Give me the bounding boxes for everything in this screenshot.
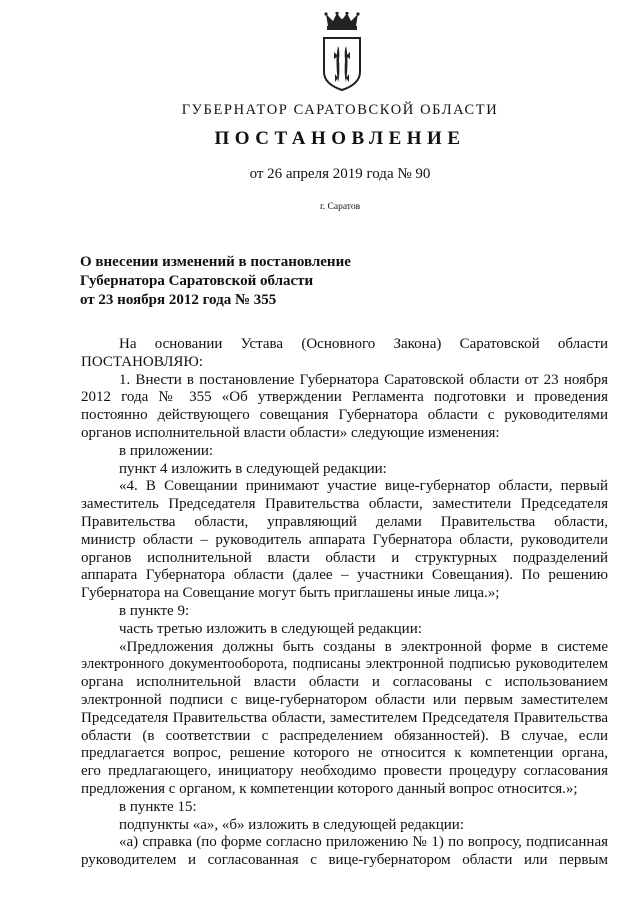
subject-line: от 23 ноября 2012 года № 355 — [80, 292, 277, 308]
subject-line: О внесении изменений в постановление — [80, 254, 351, 270]
body-line: аппарата Губернатора области (далее – участники Совещания). По решению — [81, 567, 608, 584]
document-date-number: от 26 апреля 2019 года № 90 — [249, 166, 431, 182]
body-line: подпункты «а», «б» изложить в следующей редакции: — [119, 816, 464, 833]
subject-line: Губернатора Саратовской области — [80, 273, 314, 289]
body-line: электронного документооборота, подписаны электронной подписью руководителем — [81, 656, 608, 673]
body-line: Правительства области, управляющий делами Правительства области, — [81, 513, 608, 530]
body-line: 2012 года № 355 «Об утверждении Регламента подготовки и проведения — [81, 389, 608, 406]
body-line: министр области – руководитель аппарата Губернатора области, руководители — [81, 531, 608, 548]
body-line: органов исполнительной власти области и структурных подразделений — [81, 549, 608, 566]
body-line: Председателя Правительства области, заместителем Председателя Правительства — [81, 709, 608, 726]
body-line: «Предложения должны быть созданы в электронной форме в системе — [119, 638, 608, 655]
body-line: «а) справка (по форме согласно приложению № 1) по вопросу, подписанная — [119, 834, 608, 851]
document-city: г. Саратов — [319, 202, 361, 212]
document-type-title: ПОСТАНОВЛЕНИЕ — [214, 128, 466, 149]
body-line: его предлагающего, инициатору необходимо провести процедуру согласования — [81, 763, 608, 780]
body-line: ПОСТАНОВЛЯЮ: — [81, 353, 203, 370]
body-line: органов исполнительной власти области» следующие изменения: — [81, 424, 500, 441]
document-subject — [80, 253, 351, 310]
issuing-authority: ГУБЕРНАТОР САРАТОВСКОЙ ОБЛАСТИ — [181, 102, 499, 118]
body-line: На основании Устава (Основного Закона) Саратовской области — [119, 336, 608, 352]
body-line: предложения с органом, к компетенции которого данный вопрос относится.»; — [81, 780, 578, 797]
body-line: области (в соответствии с распределением обязанностей). В случае, если — [81, 727, 608, 744]
body-line: в пункте 15: — [119, 798, 197, 815]
body-line: заместитель Председателя Правительства области, заместители Председателя — [81, 496, 608, 513]
body-line: в пункте 9: — [119, 602, 190, 619]
body-line: постоянно действующего совещания Губернатора области с руководителями — [81, 407, 608, 424]
body-line: электронной подписи с вице-губернатором области или первым заместителем — [81, 691, 608, 708]
body-line: в приложении: — [119, 442, 214, 459]
body-line: «4. В Совещании принимают участие вице-губернатор области, первый — [119, 478, 608, 495]
saratov-coat-of-arms-emblem — [318, 12, 366, 94]
body-line: руководителем и согласованная с вице-губернатором области или первым — [81, 852, 608, 869]
body-line: часть третью изложить в следующей редакции: — [119, 620, 422, 637]
body-line: 1. Внести в постановление Губернатора Саратовской области от 23 ноября — [119, 371, 608, 388]
body-line: пункт 4 изложить в следующей редакции: — [119, 460, 387, 477]
body-line: предлагается вопрос, решение которого не относится к компетенции органа, — [81, 745, 608, 762]
body-line: Губернатора на Совещание могут быть приглашены иные лица.»; — [81, 585, 500, 602]
document-body — [81, 336, 608, 870]
body-line: органа исполнительной власти области и согласованы с использованием — [81, 674, 608, 691]
